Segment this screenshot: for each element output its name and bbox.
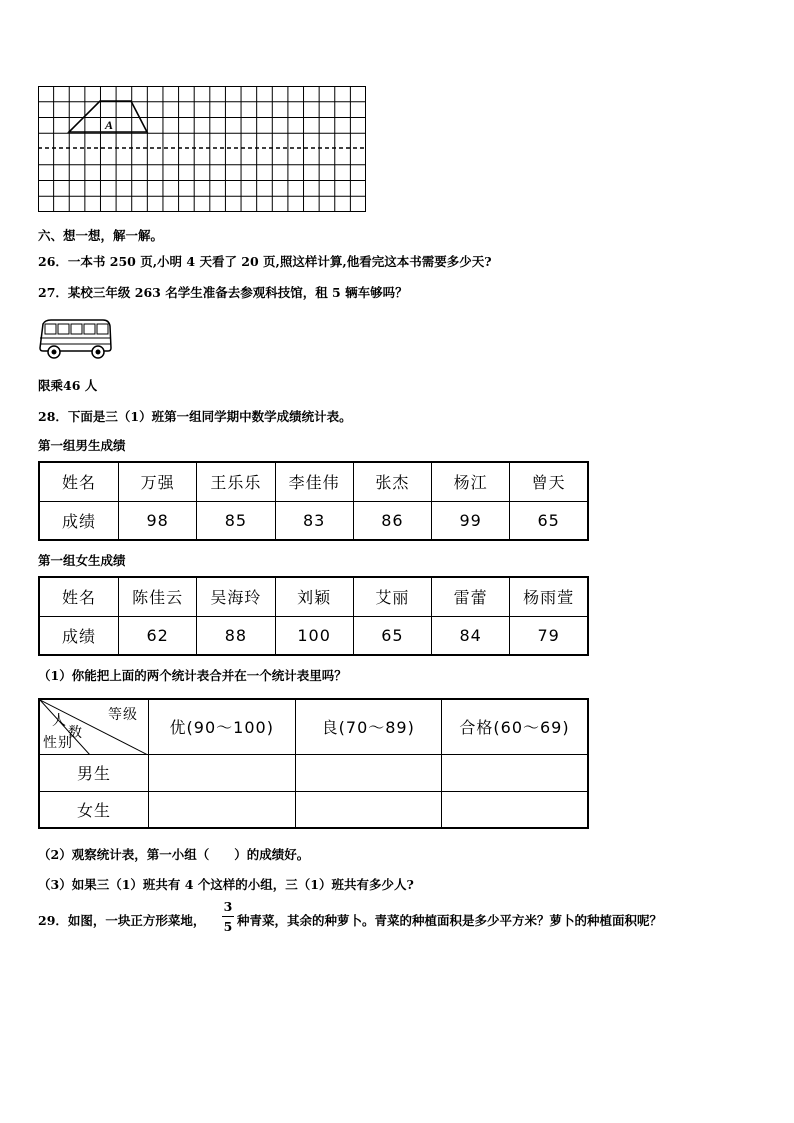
student-score: 85 [197,501,275,540]
question-28-part-3: （3）如果三（1）班共有 4 个这样的小组，三（1）班共有多少人? [38,877,414,892]
student-score: 79 [510,616,588,655]
student-name: 雷蕾 [432,577,510,616]
student-name: 吴海玲 [197,577,275,616]
student-name: 艾丽 [353,577,431,616]
answer-cell[interactable] [442,791,589,828]
student-score: 100 [275,616,353,655]
student-name: 曾天 [510,462,588,501]
answer-cell[interactable] [149,791,296,828]
student-name: 杨雨萱 [510,577,588,616]
student-name: 杨江 [432,462,510,501]
grid-figure [38,86,366,212]
student-score: 83 [275,501,353,540]
student-score: 62 [119,616,197,655]
question-28: 28．下面是三（1）班第一组同学期中数学成绩统计表。 [38,409,352,424]
grade-header: 良(70～89) [295,699,442,754]
student-name: 李佳伟 [275,462,353,501]
header-score: 成绩 [39,501,119,540]
student-score: 84 [432,616,510,655]
student-name: 刘颖 [275,577,353,616]
question-29-part-b: 种青菜，其余的种萝卜。青菜的种植面积是多少平方米？萝卜的种植面积呢？ [237,913,663,928]
student-score: 65 [510,501,588,540]
shape-label-a: A [105,118,114,132]
row-header-girls: 女生 [39,791,149,828]
question-28-part-1: （1）你能把上面的两个统计表合并在一个统计表里吗？ [38,668,347,683]
fraction-bar [222,916,234,917]
student-score: 88 [197,616,275,655]
section-six-heading: 六、想一想，解一解。 [38,228,164,243]
boys-table-title: 第一组男生成绩 [38,438,126,453]
diag-label-people-1: 人 [52,713,67,729]
student-name: 万强 [119,462,197,501]
bus-icon [37,318,113,360]
student-score: 65 [353,616,431,655]
question-28-part-2: （2）观察统计表，第一小组（ ）的成绩好。 [38,847,310,862]
grade-header: 优(90～100) [149,699,296,754]
diag-label-grade: 等级 [108,707,138,723]
diag-label-gender: 性别 [43,734,73,751]
girls-score-table [38,576,589,656]
merge-table [38,698,589,829]
question-26: 26．一本书 250 页,小明 4 天看了 20 页,照这样计算,他看完这本书需要多少天? [38,254,492,269]
answer-cell[interactable] [295,754,442,791]
fraction-denominator: 5 [223,919,233,934]
header-score: 成绩 [39,616,119,655]
answer-cell[interactable] [295,791,442,828]
row-header-boys: 男生 [39,754,149,791]
header-name: 姓名 [39,462,119,501]
question-29-part-a: 29．如图，一块正方形菜地， [38,913,206,928]
diag-label-people-2: 数 [68,725,83,741]
diagonal-header-cell [39,699,149,754]
header-name: 姓名 [39,577,119,616]
boys-score-table [38,461,589,541]
answer-cell[interactable] [442,754,589,791]
student-score: 98 [119,501,197,540]
student-score: 99 [432,501,510,540]
girls-table-title: 第一组女生成绩 [38,553,126,568]
student-name: 王乐乐 [197,462,275,501]
student-name: 张杰 [353,462,431,501]
answer-cell[interactable] [149,754,296,791]
bus-capacity-caption: 限乘46 人 [38,378,98,393]
student-name: 陈佳云 [119,577,197,616]
fraction-numerator: 3 [223,899,233,914]
question-27: 27．某校三年级 263 名学生准备去参观科技馆，租 5 辆车够吗？ [38,285,408,300]
grade-header: 合格(60～69) [442,699,589,754]
student-score: 86 [353,501,431,540]
